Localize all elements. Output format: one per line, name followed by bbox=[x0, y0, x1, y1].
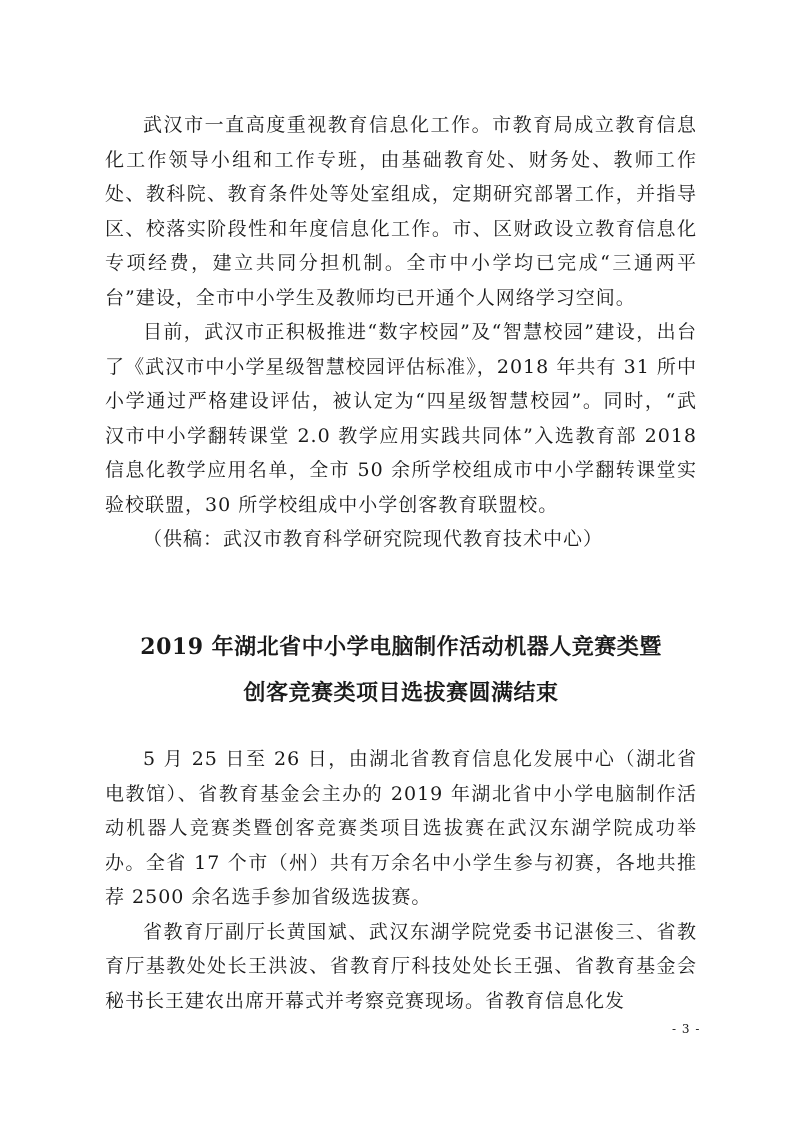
article-body-bottom bbox=[105, 742, 697, 1018]
title-line-1: 2019 年湖北省中小学电脑制作活动机器人竞赛类暨 bbox=[140, 634, 662, 660]
paragraph: 省教育厅副厅长黄国斌、武汉东湖学院党委书记湛俊三、省教育厅基教处处长王洪波、省教育厅科技处处长王强、省教育基金会秘书长王建农出席开幕式并考察竞赛现场。省教育信息化发 bbox=[105, 920, 697, 1012]
paragraph: 武汉市一直高度重视教育信息化工作。市教育局成立教育信息化工作领导小组和工作专班，由基础教育处、财务处、教师工作处、教科院、教育条件处等处室组成，定期研究部署工作，并指导区、校落实阶段性和年度信息化工作。市、区财政设立教育信息化专项经费，建立共同分担机制。全市中小学均已完成“三通两平台”建设，全市中小学生及教师均已开通个人网络学习空间。 bbox=[105, 114, 697, 309]
page-number: - 3 - bbox=[672, 1022, 701, 1036]
title-line-2: 创客竞赛类项目选拔赛圆满结束 bbox=[243, 680, 559, 706]
paragraph: 目前，武汉市正积极推进“数字校园”及“智慧校园”建设，出台了《武汉市中小学星级智慧校园评估标准》，2018 年共有 31 所中小学通过严格建设评估，被认定为“四星级智慧校园”。同时，“武汉市中小学翻转课堂 2.0 教学应用实践共同体”入选教育部 2018 信息化教学应用名单，全市 50 余所学校组成市中小学翻转课堂实验校联盟，30 所学校组成中小学创客教育联盟校。 bbox=[105, 321, 697, 516]
article-title bbox=[105, 624, 697, 716]
source-credit: （供稿：武汉市教育科学研究院现代教育技术中心） bbox=[143, 528, 604, 550]
article-body-top bbox=[105, 108, 697, 557]
paragraph: 5 月 25 日至 26 日，由湖北省教育信息化发展中心（湖北省电教馆）、省教育基金会主办的 2019 年湖北省中小学电脑制作活动机器人竞赛类暨创客竞赛类项目选拔赛在武汉东湖学院成功举办。全省 17 个市（州）共有万余名中小学生参与初赛，各地共推荐 2500 余名选手参加省级选拔赛。 bbox=[105, 748, 697, 908]
